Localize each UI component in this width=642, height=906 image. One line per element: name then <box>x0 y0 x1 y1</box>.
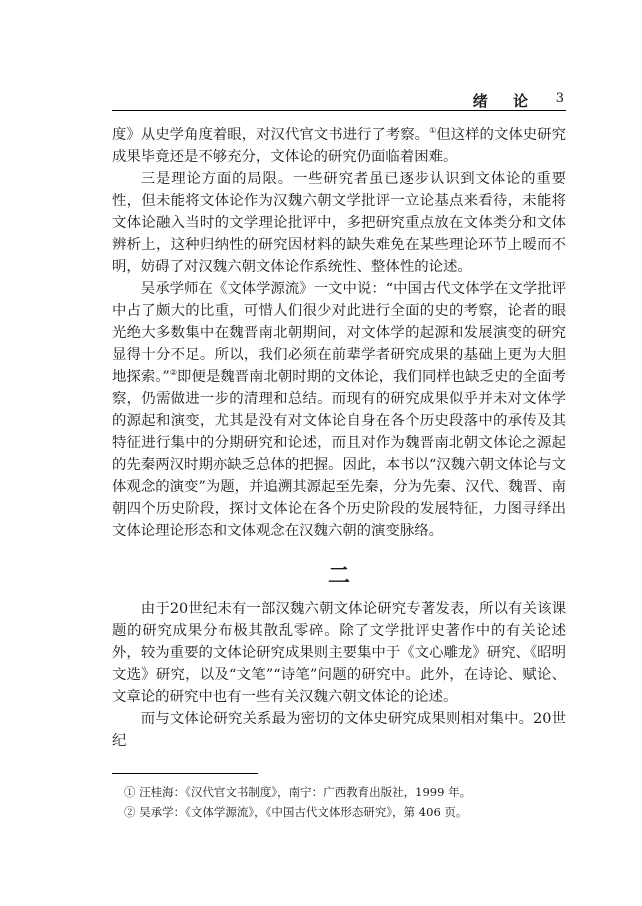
paragraph-1 <box>112 124 566 168</box>
footnote-divider <box>112 773 258 774</box>
running-header <box>112 88 566 111</box>
footnotes <box>124 782 564 822</box>
footnote-1: ① 汪桂海：《汉代官文书制度》，南宁：广西教育出版社，1999 年。 <box>124 785 472 799</box>
footnote-ref: ① <box>429 126 437 136</box>
paragraph-text: 即便是魏晋南北朝时期的文体论，我们同样也缺乏史的全面考察，仍需做进一步的清理和总结。而现有的研究成果似乎并未对文体学的源起和演变，尤其是没有对文体论自身在各个历史段落中的承传及其特征进行集中的分期研究和论述，而且对作为魏晋南北朝文体论之源起的先秦两汉时期亦缺乏总体的把握。因此，本书以“汉魏六朝文体论与文体观念的演变”为题，并追溯其源起至先秦，分为先秦、汉代、魏晋、南朝四个历史阶段，探讨文体论在各个历史阶段的发展特征，力图寻绎出文体论理论形态和文体观念在汉魏六朝的演变脉络。 <box>112 369 566 539</box>
paragraph-text: 但这样的文体史研究成果毕竟还是不够充分，文体论的研究仍面临着困难。 <box>112 127 566 165</box>
paragraph-5: 而与文体论研究关系最为密切的文体史研究成果则相对集中。20世纪 <box>112 711 566 749</box>
footnote-2: ② 吴承学：《文体学源流》，《中国古代文体形态研究》，第 406 页。 <box>124 805 468 819</box>
paragraph-2: 三是理论方面的局限。一些研究者虽已逐步认识到文体论的重要性，但未能将文体论作为汉魏六朝文学批评一立论基点来看待，未能将文体论融入当时的文学理论批评中，多把研究重点放在文体类分和文体辨析上，这种归纳性的研究因材料的缺失难免在某些理论环节上暧而不明，妨碍了对汉魏六朝文体论作系统性、整体性的论述。 <box>112 171 566 275</box>
paragraph-4: 由于20世纪未有一部汉魏六朝文体论研究专著发表，所以有关该课题的研究成果分布极其散乱零碎。除了文学批评史著作中的有关论述外，较为重要的文体论研究成果则主要集中于《文心雕龙》研究、《昭明文选》研究，以及“文笔”“诗笔”问题的研究中。此外，在诗论、赋论、文章论的研究中也有一些有关汉魏六朝文体论的论述。 <box>112 601 566 705</box>
paragraph-text: 度》从史学角度着眼，对汉代官文书进行了考察。 <box>112 127 430 143</box>
body-text <box>112 124 566 752</box>
header-title: 绪 论 <box>472 92 538 110</box>
paragraph-text: 吴承学师在《文体学源流》一文中说：“中国古代文体学在文学批评中占了颇大的比重，可惜人们很少对此进行全面的史的考察，论者的眼光绝大多数集中在魏晋南北朝期间，对文体学的起源和发展演变的研究显得十分不足。所以，我们必须在前辈学者研究成果的基础上更为大胆地探索。” <box>112 281 566 385</box>
paragraph-3 <box>112 278 566 542</box>
section-heading: 二 <box>327 563 350 589</box>
footnote-ref: ② <box>169 368 178 378</box>
page-number: 3 <box>555 91 564 106</box>
